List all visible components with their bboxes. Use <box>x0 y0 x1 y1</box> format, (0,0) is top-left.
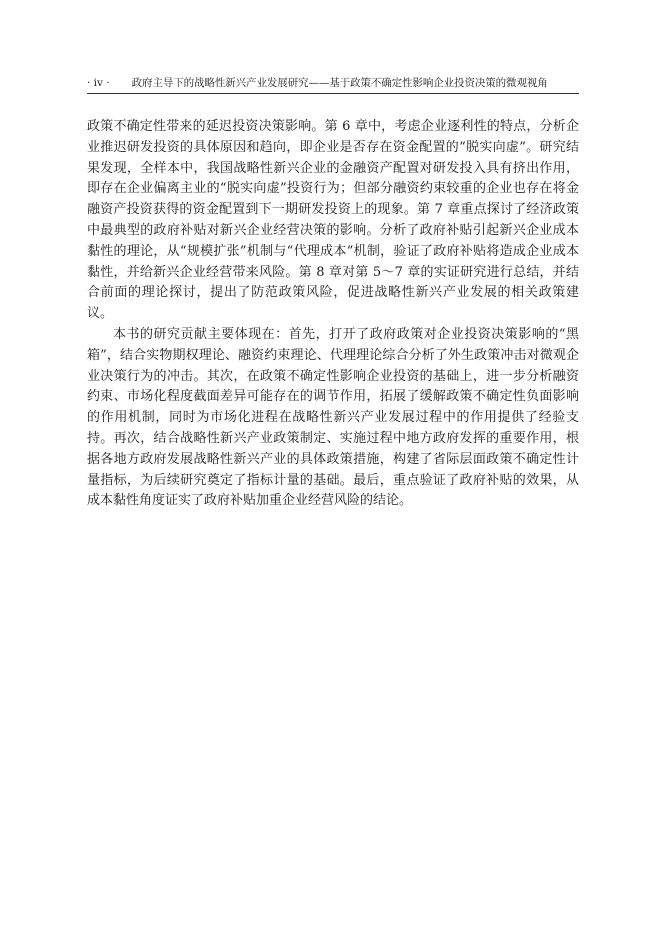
page-number: · iv · <box>87 77 110 89</box>
paragraph: 本书的研究贡献主要体现在：首先，打开了政府政策对企业投资决策影响的“黑箱”，结合实物期权理论、融资约束理论、代理理论综合分析了外生政策冲击对微观企业决策行为的冲击。其次，在政策不确定性影响企业投资的基础上，进一步分析融资约束、市场化程度截面差异可能存在的调节作用，拓展了缓解政策不确定性负面影响的作用机制，同时为市场化进程在战略性新兴产业发展过程中的作用提供了经验支持。再次，结合战略性新兴产业政策制定、实施过程中地方政府发挥的重要作用，根据各地方政府发展战略性新兴产业的具体政策措施，构建了省际层面政策不确定性计量指标，为后续研究奠定了指标计量的基础。最后，重点验证了政府补贴的效果，从成本黏性角度证实了政府补贴加重企业经营风险的结论。 <box>87 326 579 509</box>
running-title: 政府主导下的战略性新兴产业发展研究——基于政策不确定性影响企业投资决策的微观视角 <box>131 77 548 89</box>
paragraph: 政策不确定性带来的延迟投资决策影响。第 6 章中，考虑企业逐利性的特点，分析企业推迟研发投资的具体原因和趋向，即企业是否存在资金配置的“脱实向虚”。研究结果发现，全样本中，我国战略性新兴企业的金融资产配置对研发投入具有挤出作用，即存在企业偏离主业的“脱实向虚”投资行为；但部分融资约束较重的企业也存在将金融资产投资获得的资金配置到下一期研发投资上的现象。第 7 章重点探讨了经济政策中最典型的政府补贴对新兴企业经营决策的影响。分析了政府补贴引起新兴企业成本黏性的理论，从“规模扩张”机制与“代理成本”机制，验证了政府补贴将造成企业成本黏性，并给新兴企业经营带来风险。第 8 章对第 5～7 章的实证研究进行总结，并结合前面的理论探讨，提出了防范政策风险，促进战略性新兴产业发展的相关政策建议。 <box>87 119 579 322</box>
page-header <box>87 72 579 94</box>
body-text <box>87 117 579 512</box>
